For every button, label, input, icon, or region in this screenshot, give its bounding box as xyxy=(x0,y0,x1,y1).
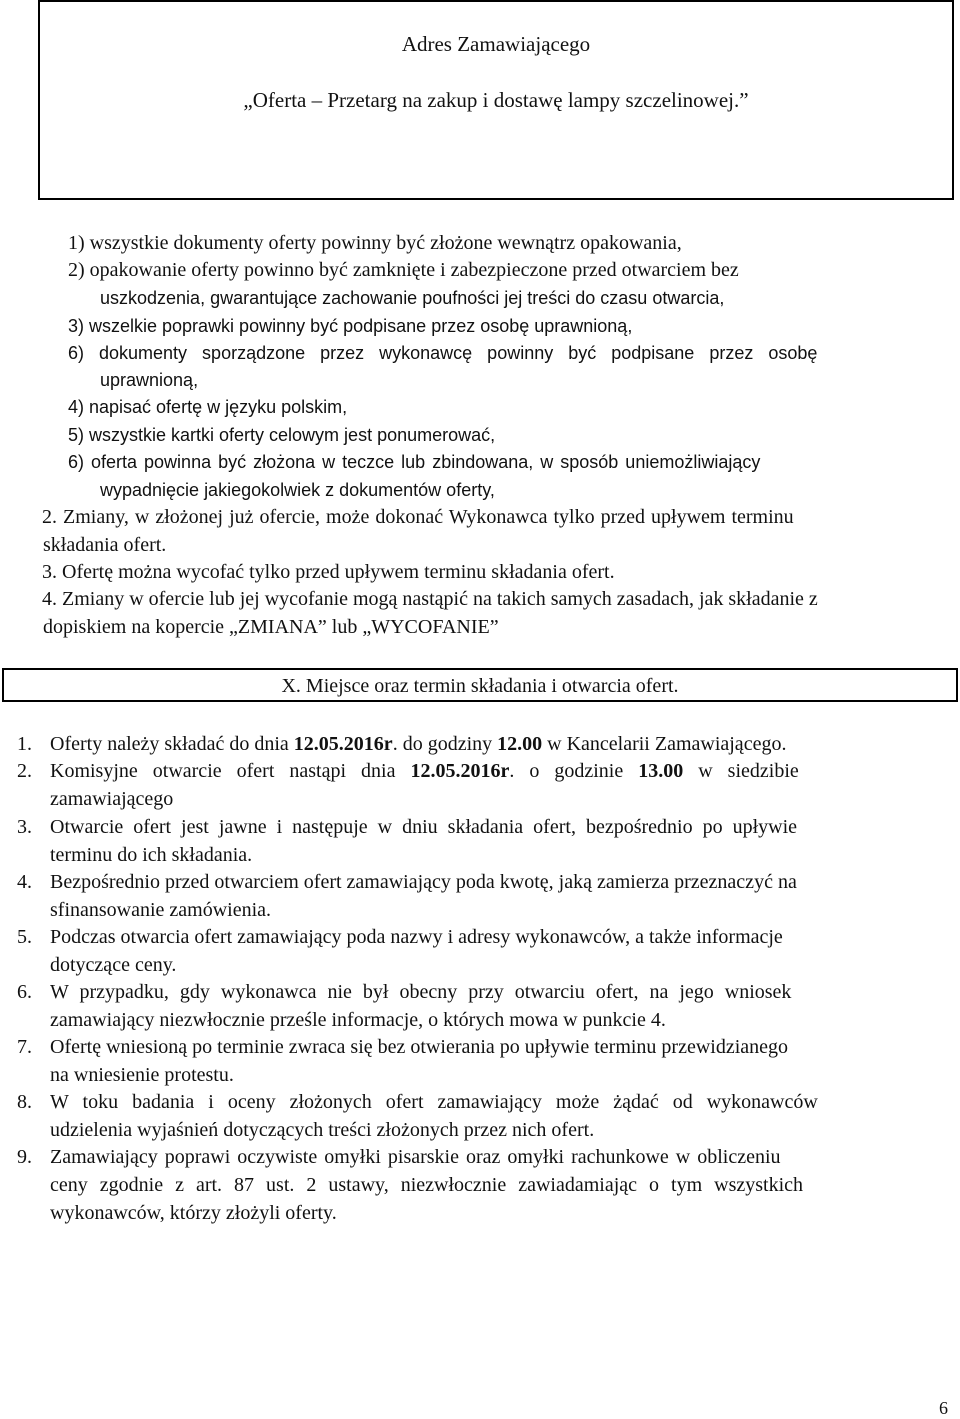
list-item-8-cont: udzielenia wyjaśnień dotyczących treści złożonych przez nich ofert. xyxy=(50,1119,595,1141)
list-item-3: Otwarcie ofert jest jawne i następuje w dniu składania ofert, bezpośrednio po upływie xyxy=(50,816,798,838)
list-item-9-cont: ceny zgodnie z art. 87 ust. 2 ustawy, niezwłocznie zawiadamiając o tym wszystkich xyxy=(50,1174,804,1196)
list-number: 5. xyxy=(17,926,32,948)
sub-item-5: 5) wszystkie kartki oferty celowym jest ponumerować, xyxy=(68,425,496,445)
sub-item-6-signed-cont: uprawnioną, xyxy=(100,370,199,390)
list-item-2-mid: . o godzinie xyxy=(509,760,639,782)
submission-date: 12.05.2016r xyxy=(293,733,393,755)
address-box xyxy=(38,0,954,200)
list-item-2-text: Komisyjne otwarcie ofert nastąpi dnia xyxy=(50,760,411,782)
list-item-1-mid: . do godziny xyxy=(392,733,498,755)
list-item-8: W toku badania i oceny złożonych ofert zamawiający może żądać od wykonawców xyxy=(50,1091,818,1113)
sub-item-4: 4) napisać ofertę w języku polskim, xyxy=(68,397,348,417)
submission-hour: 12.00 xyxy=(497,733,543,755)
opening-hour: 13.00 xyxy=(638,760,684,782)
page-number: 6 xyxy=(939,1398,948,1418)
point-2-cont: składania ofert. xyxy=(43,534,167,556)
list-number: 3. xyxy=(17,816,32,838)
list-item-1-end: w Kancelarii Zamawiającego. xyxy=(542,733,787,755)
point-4: 4. Zmiany w ofercie lub jej wycofanie mogą nastąpić na takich samych zasadach, jak składanie z xyxy=(42,588,818,610)
list-item-2-end: w siedzibie xyxy=(683,760,799,782)
list-item-5: Podczas otwarcia ofert zamawiający poda nazwy i adresy wykonawców, a także informacje xyxy=(50,926,783,948)
list-item-6: W przypadku, gdy wykonawca nie był obecny przy otwarciu ofert, na jego wniosek xyxy=(50,981,792,1003)
sub-item-2-cont: uszkodzenia, gwarantujące zachowanie poufności jej treści do czasu otwarcia, xyxy=(100,288,725,308)
opening-date: 12.05.2016r xyxy=(410,760,510,782)
list-number: 2. xyxy=(17,760,32,782)
sub-item-6-folder: 6) oferta powinna być złożona w teczce lub zbindowana, w sposób uniemożliwiający xyxy=(68,452,761,472)
address-line: Adres Zamawiającego xyxy=(401,32,591,56)
point-4-cont: dopiskiem na kopercie „ZMIANA” lub „WYCOFANIE” xyxy=(43,616,499,638)
list-item-7-cont: na wniesienie protestu. xyxy=(50,1064,234,1086)
list-number: 6. xyxy=(17,981,32,1003)
sub-item-6-signed: 6) dokumenty sporządzone przez wykonawcę powinny być podpisane przez osobę xyxy=(68,343,818,363)
sub-item-6-folder-cont: wypadnięcie jakiegokolwiek z dokumentów oferty, xyxy=(100,480,495,500)
list-item-7: Ofertę wniesioną po terminie zwraca się bez otwierania po upływie terminu przewidzianego xyxy=(50,1036,789,1058)
sub-item-2-text: 2) opakowanie oferty powinno być zamknięte i zabezpieczone przed otwarciem bez xyxy=(68,259,739,281)
list-number: 7. xyxy=(17,1036,32,1058)
section-x-heading xyxy=(2,668,958,702)
list-number: 1. xyxy=(17,733,32,755)
offer-subject-line: „Oferta – Przetarg na zakup i dostawę lampy szczelinowej.” xyxy=(243,88,749,112)
sub-item-3: 3) wszelkie poprawki powinny być podpisane przez osobę uprawnioną, xyxy=(68,316,633,336)
list-item-1 xyxy=(50,730,948,758)
list-item-2 xyxy=(50,757,948,785)
list-item-9-cont-2: wykonawców, którzy złożyli oferty. xyxy=(50,1202,337,1224)
sub-item-1: 1) wszystkie dokumenty oferty powinny być złożone wewnątrz opakowania, xyxy=(68,232,682,254)
list-item-2-cont: zamawiającego xyxy=(50,788,174,810)
list-item-4: Bezpośrednio przed otwarciem ofert zamawiający poda kwotę, jaką zamierza przeznaczyć na xyxy=(50,871,797,893)
list-number: 9. xyxy=(17,1146,32,1168)
sub-item-2 xyxy=(68,257,948,283)
list-item-1-text: Oferty należy składać do dnia xyxy=(50,733,294,755)
list-item-9: Zamawiający poprawi oczywiste omyłki pisarskie oraz omyłki rachunkowe w obliczeniu xyxy=(50,1146,781,1168)
list-item-4-cont: sfinansowanie zamówienia. xyxy=(50,899,272,921)
list-number: 4. xyxy=(17,871,32,893)
list-item-3-cont: terminu do ich składania. xyxy=(50,844,253,866)
list-item-5-cont: dotyczące ceny. xyxy=(50,954,177,976)
section-x-title: X. Miejsce oraz termin składania i otwarcia ofert. xyxy=(281,675,679,697)
point-3: 3. Ofertę można wycofać tylko przed upływem terminu składania ofert. xyxy=(42,561,615,583)
point-2: 2. Zmiany, w złożonej już ofercie, może dokonać Wykonawca tylko przed upływem terminu xyxy=(42,506,794,528)
list-number: 8. xyxy=(17,1091,32,1113)
list-item-6-cont: zamawiający niezwłocznie prześle informacje, o których mowa w punkcie 4. xyxy=(50,1009,666,1031)
